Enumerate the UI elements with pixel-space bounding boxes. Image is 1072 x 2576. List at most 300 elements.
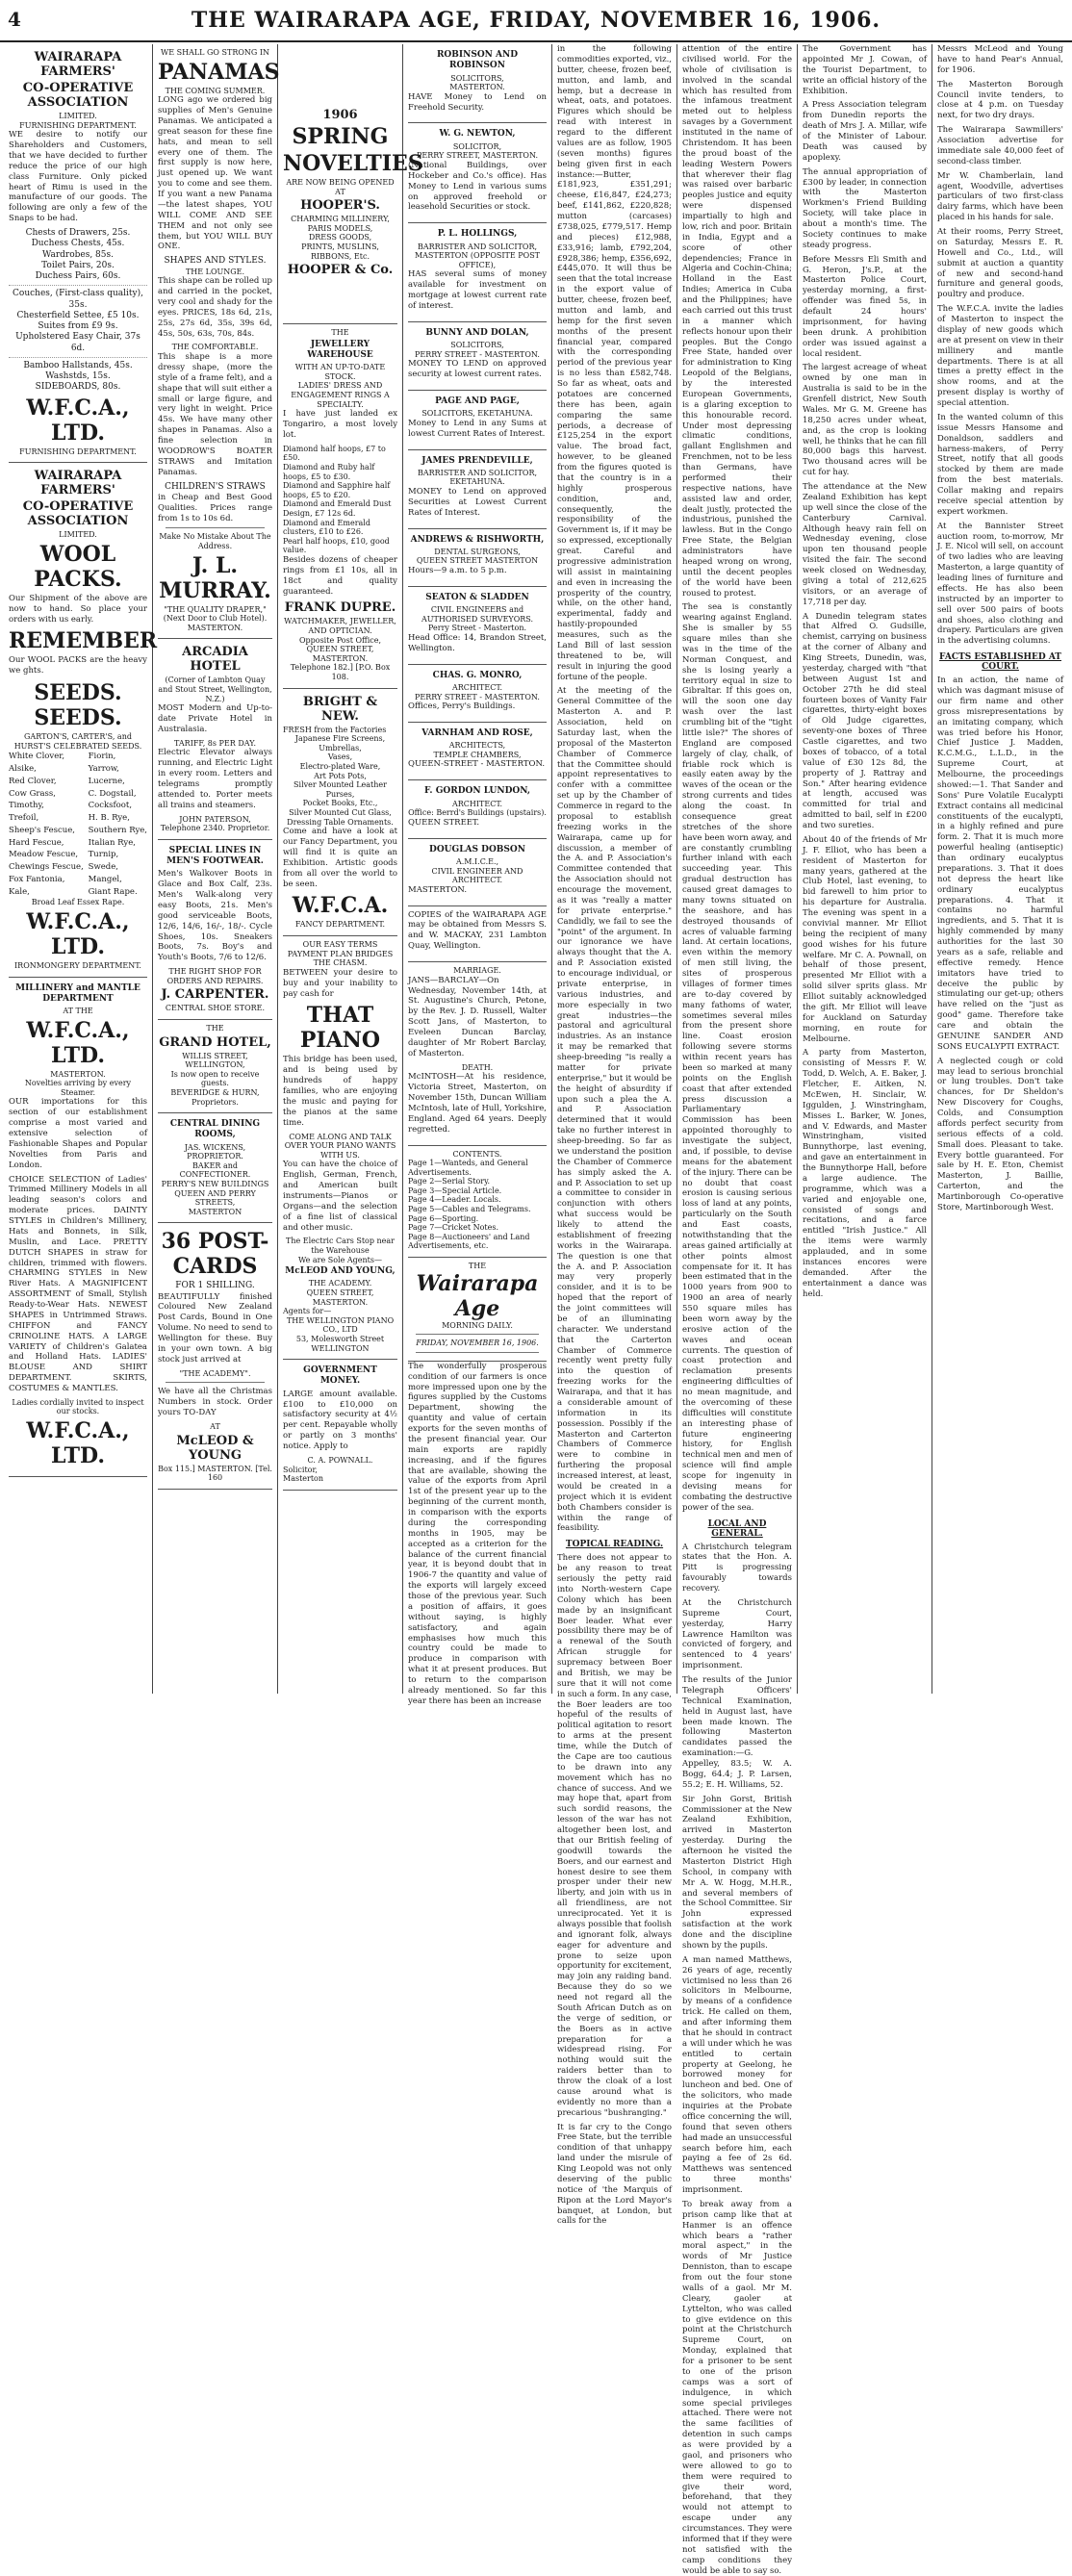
news-item: Sir John Gorst, British Commissioner at the New Zealand Exhibition, arrived in Masterton yesterday. During the afternoon he visited the Masterton District High School, in company with Mr A. W. Hogg, M.H.R., and several members of the School Committee. Sir John expressed satisfaction at the work done and the discipline shown by the pupils. (682, 1794, 792, 1951)
spacer (283, 48, 397, 106)
section-heading: FACTS ESTABLISHED AT COURT. (938, 652, 1062, 673)
firm-name: FRANK DUPRE. (284, 600, 396, 616)
professional-card (408, 839, 547, 906)
list-item: Vases, (327, 752, 353, 762)
ad-subheading: SOLICITOR, (452, 141, 502, 151)
panamas-ad (158, 44, 280, 639)
ad-text: Come and have a look at our Fancy Department, you will find it is quite an Exhibition. Artistic goods from all over the world to be seen. (283, 827, 397, 889)
list-item: White Clover, (9, 752, 65, 762)
list-item: Wardrobes, 85s. (42, 249, 114, 260)
ad-subheading: THE (206, 1023, 224, 1033)
ad-heading: BRIGHT & NEW. (302, 694, 378, 724)
professional-card (408, 44, 547, 123)
ad-subheading: FOR 1 SHILLING. (175, 1281, 255, 1291)
item-list (283, 215, 397, 261)
list-item: Diamond and Emerald clusters, £10 to £26. (283, 518, 370, 537)
news-item: At their rooms, Perry Street, on Saturday, Messrs E. R. Howell and Co., Ltd., will submit at auction a quantity of new and second-hand furniture and general goods, poultry and produce. (937, 227, 1063, 300)
ad-heading: PANAMAS (158, 59, 280, 85)
ad-subheading: SOLICITORS, (450, 73, 504, 83)
section-heading: LOCAL AND GENERAL. (707, 1518, 767, 1539)
ad-text: Electric Elevator always running, and Electric Light in every room. Letters and telegrams promptly attended to. Porter meets all trains and steamers. (158, 748, 272, 810)
column-1 (4, 44, 158, 1694)
ad-subheading: THE LOUNGE. (185, 267, 245, 276)
firm-name: C. A. POWNALL. (307, 1455, 373, 1465)
ad-heading: CO-OPERATIVE ASSOCIATION (22, 499, 134, 529)
ad-text: Telephone 2340. Proprietor. (160, 824, 270, 833)
list-item: Page 4—Leader. Locals. (408, 1195, 501, 1205)
wool-packs-ad (9, 463, 158, 977)
list-item: Diamond and Emerald Dust Design, £7 12s 6d. (283, 499, 392, 518)
firm-name: W.F.C.A., LTD. (26, 395, 130, 446)
bright-new-ad (283, 689, 397, 936)
news-item: A neglected cough or cold may lead to serious bronchial or lung troubles. Don't take chances, for Dr Sheldon's New Discovery for Coughs, Colds, and Consumption affords perfect security from serious effects of a cold. Small does. Pleasant to take. Every bottle guaranteed. For sale by H. E. Eton, Chemist Masterton, J. Baillie, Carterton, and the Martinborough Co-operative Store, Martinborough West. (937, 1056, 1063, 1212)
ad-subheading: BARRISTER AND SOLICITOR, (417, 468, 538, 477)
place-name: TEMPLE CHAMBERS, (433, 750, 522, 759)
ad-text: We have all the Christmas Numbers in stock. Order yours TO-DAY (158, 1387, 272, 1418)
list-item: Kale, (9, 886, 30, 897)
ad-text: CHOICE SELECTION of Ladies' Trimmed Millinery Models in all leading season's colors and moderate prices. DAINTY STYLES in Children's Millinery, Hats and Bonnets, in Silk, Muslin, and Lace. PRETTY DUTCH SHAPES in straw for children, trimmed with flowers. CHARMING STYLES in New River Hats. A MAGNIFICENT ASSORTMENT of Small, Stylish Ready-to-Wear Hats. NEWEST SHAPES in Untrimmed Straws. CHIFFON and FANCY CRINOLINE HATS. A LARGE VARIETY of Children's Galatea and Holland Hats. LADIES' BLOUSE AND SHIRT DEPARTMENT. SKIRTS, COSTUMES & MANTLES. (9, 1174, 147, 1393)
list-item: Page 6—Sporting. (408, 1213, 479, 1223)
ad-text: This shape is a more dressy shape, (more the style of a frame felt), and a shape that will suit either a small or large figure, and very light in weight. Price 45s. We have many other shapes in Panamas. Also a fine selection in WOODROW'S BOATER STRAWS and Imitation Panamas. (158, 352, 272, 477)
article-paragraph: At the meeting of the General Committee of the Masterton A. and P. Association, held on Saturday last, when the proposal of the Masterton Chamber of Commerce that the Committee should appoint representatives to confer with a committee set up by the Chamber of Commerce in regard to the proposal to establish freezing works in the Wairarapa, came up for discussion, a member of the A. and P. Association's Committee contended that the Association should not encourage the movement, as it was "really a matter for private enterprise." Candidly, we fail to see the "point" of the argument. In our ignorance we have always thought that the A. and P. Association existed to encourage individual, or private enterprise, in various industries, and more especially in two great industries—the pastoral and agricultural industries. As an instance it may be remarked that sheep-breeding "is really a matter for private enterprise," but it would be the height of absurdity if upon such a plea the A. and P. Association determined that it would take no further interest in sheep-breeding. So far as we understand the position the Chamber of Commerce has simply asked the A. and P. Association to set up a committee to consider in conjunction with others what success would be likely to attend the establishment of freezing works in the Wairarapa. The question is one that the A. and P. Association may very properly consider, and it is to be hoped that the report of the joint committees will be of an illuminating character. We understand that the Carterton Chamber of Commerce recently went pretty fully into the question of freezing works for the Wairarapa, and that it has a considerable amount of information in its possession. Possibly if the Masterton and Carterton Chambers of Commerce were to combine in furthering the proposal increased interest, at least, would be created in a project which it is evident both Chambers consider is within the range of feasibility. (557, 686, 673, 1534)
wool-packs-heading: WOOL PACKS. (34, 541, 122, 592)
furniture-list (9, 228, 147, 394)
piano-ad (283, 936, 397, 1360)
list-item: PARIS MODELS, (307, 223, 373, 233)
list-item: Page 3—Special Article. (408, 1186, 502, 1195)
ad-heading: ARCADIA HOTEL (182, 645, 248, 675)
nameplate: Wairarapa Age (416, 1270, 539, 1321)
list-item: Alsike, (9, 764, 37, 775)
firm-name: HOOPER & Co. (287, 263, 394, 278)
professional-card (408, 223, 547, 322)
ad-subheading: Opposite Post Office, (298, 635, 382, 645)
list-item: Turnip, (88, 850, 119, 860)
list-item: Italian Rye, (88, 837, 136, 848)
ad-text: Head Office: 14, Brandon Street, Wellington. (408, 632, 547, 653)
news-item: A Press Association telegram from Dunedin reports the death of Mrs J. A. Millar, wife of the Minister of Labour. Death was caused by apoplexy. (803, 100, 927, 163)
ad-text: Telephone 182.] [P.O. Box 108. (290, 663, 391, 682)
ad-text: Offices, Perry's Buildings. (408, 701, 516, 712)
news-item: To break away from a prison camp like that at Hanmer is an offence which bears a "rather moral aspect," in the words of Mr Justice Denniston, than to escape from out the four stone walls of a gaol. Mr M. Cleary, gaoler at Lyttelton, who was called to give evidence on this point at the Christchurch Supreme Court, on Monday, explained that for a prisoner to be sent to one of the prison camps was a sort of indulgence, in which some special privileges attached. There were not the same facilities of detention in such camps as were provided by a gaol, and prisoners who were allowed to go to them were required to give their word, beforehand, that they would not attempt to escape under any circumstances. They were informed that if they were not satisfied with the camp conditions they would be able to say so. (682, 2199, 792, 2576)
place-name: PERRY STREET - MASTERTON. (415, 349, 540, 359)
contents-box (408, 1146, 547, 1259)
place-name: MASTERTON. (50, 1069, 106, 1079)
ad-text: Men's Walkover Boots in Glace and Box Calf, 23s. Men's Walk-along very easy Boots, 21s. Men's good serviceable Boots, 12/6, 14/6, 16/-, 18/-. Cycle Shoes, 10s. Sneakers Boots, 7s. Boy's and Youth's Boots, 7/6 to 12/6. (158, 869, 272, 963)
ad-heading: DOUGLAS DOBSON (429, 844, 525, 854)
ad-text: I have just landed ex Tongariro, a most lovely lot. (283, 409, 397, 440)
ad-text: LARGE amount available. £100 to £10,000 on satisfactory security at 4½ per cent. Repayable wholly or partly on 3 months' notice. Apply to (283, 1389, 397, 1452)
ad-subheading: THE RIGHT SHOP FOR ORDERS AND REPAIRS. (166, 967, 264, 985)
list-item: Chesterfield Settee, £5 10s. (16, 310, 140, 320)
news-item: The Wairarapa Sawmillers' Association advertise for immediate sale 40,000 feet of second-class timber. (937, 125, 1063, 166)
ad-subheading: THE ACADEMY. (308, 1279, 372, 1288)
professional-card (408, 391, 547, 450)
firm-name: W.F.C.A., LTD. (26, 908, 130, 959)
ad-subheading: PERRY'S NEW BUILDINGS (161, 1179, 269, 1188)
ad-subheading: THE COMFORTABLE. (171, 343, 259, 352)
ad-subheading: SOLICITORS, EKETAHUNA. (421, 409, 533, 419)
dateline: FRIDAY, NOVEMBER 16, 1906. (416, 1339, 539, 1348)
divider (166, 527, 265, 528)
ad-text: LONG ago we ordered big supplies of Men's Genuine Panamas. We anticipated a great season for these fine hats, and mean to sell every one of them. The first supply is now here, just opened up. We want you to come and see them. If you want a new Panama—the latest shapes, YOU WILL COME AND SEE THEM and not only see them, but YOU WILL BUY ONE. (158, 95, 272, 252)
ad-text: AT (335, 187, 345, 196)
ad-heading: CENTRAL DINING ROOMS, (169, 1119, 261, 1140)
professional-card (408, 780, 547, 838)
ad-text: Our WOOL PACKS are the heavy we ghts. (9, 655, 147, 676)
ad-heading: W. G. NEWTON, (439, 129, 516, 140)
news-item: Before Messrs Eli Smith and G. Heron, J's.P., at the Masterton Police Court, yesterday morning, a first-offender was fined 5s, in default 24 hours' imprisonment, for having been drunk. A prohibition order was issued against a local resident. (803, 254, 927, 359)
ad-subheading: THE COMING SUMMER. (165, 86, 266, 95)
article-paragraph: in the following commodities exported, viz., butter, cheese, frozen beef, mutton, and lamb, and hemp, but a decrease in wheat, oats, and potatoes. Figures which should be read with interest in regard to the different values are as follow, 1905 (seven months) figures being given first in each instance:—Butter, £181,923, £351,291; cheese, £16,847, £24,273; beef, £141,862, £220,828; mutton (carcases) £738,025, £779,517. Hemp and pieces) £12,988, £33,916; lamb, £792,204, £928,386; hemp, £356,692, £445,070. It will thus be seen that the total increase in the export value of butter, cheese, frozen beef, mutton and lamb, and hemp for the first seven months of the present financial year, compared with the corresponding period of the previous year is no less than £582,748. So far as wheat, oats and potatoes are concerned there has been, again comparing the same periods, a decrease of £125,254 in the export value. The broad fact, however, to be gleaned from the figures quoted is that the country is in a highly prosperous condition, and, consequently, the responsibility of the Government is, if it may be so expressed, exceptionally great. Careful and progressive administration will assist in maintaining and even in increasing the prosperity of the country, while, on the other hand, experimental, faddy and hastily-propounded measures, such as the Land Bill of last session threatened to be, will result in injuring the good fortune of the people. (557, 44, 672, 682)
firm-name: W.F.C.A., LTD. (26, 1017, 130, 1068)
ad-text: OUR importations for this section of our establishment comprise a most varied and extensive selection of Fashionable Shapes and Popular Novelties from Paris and London. (9, 1097, 147, 1170)
list-item: RIBBONS, Etc. (310, 251, 370, 261)
ad-subheading: "THE ACADEMY". (179, 1368, 251, 1378)
notices (408, 962, 547, 1145)
list-item: Chests of Drawers, 25s. (25, 228, 131, 239)
ad-subheading: WILLIS STREET, WELLINGTON, (182, 1051, 248, 1070)
ad-subheading: TARIFF, 8s PER DAY. (174, 738, 256, 748)
remember-heading: REMEMBER (9, 628, 158, 654)
divider (166, 1382, 265, 1383)
place-name: Perry Street - Masterton. (427, 624, 527, 633)
list-item: Toilet Pairs, 20s. (41, 260, 115, 270)
ad-text: Box 115.] MASTERTON. [Tel. 160 (158, 1464, 272, 1483)
ad-heading: 36 POST-CARDS (161, 1229, 269, 1280)
ad-subheading: WATCHMAKER, JEWELLER, AND OPTICIAN. (284, 617, 396, 636)
news-item: The Government has appointed Mr J. Cowan, of the Tourist Department, to write an official history of the Exhibition. (803, 44, 927, 96)
masthead (0, 0, 1072, 42)
place-name: MASTERTON. (449, 83, 505, 92)
list-item: Meadow Fescue, (9, 850, 79, 860)
list-item: Page 1—Wanteds, and General Advertisements. (408, 1159, 528, 1177)
professional-card (408, 665, 547, 723)
hoopers-ad (283, 44, 423, 324)
ad-subheading: "THE QUALITY DRAPER," (164, 604, 267, 614)
list-item: C. Dogstail, (88, 788, 137, 799)
list-item: H. B. Rye, (88, 813, 130, 824)
ad-subheading: (Next Door to Club Hotel). (163, 614, 268, 624)
list-item: Electro-plated Ware, (299, 762, 381, 771)
news-item: A Dunedin telegram states that Alfred O. Gudsille, chemist, carrying on business at the corner of Albany and King Streets, Dunedin, was, yesterday, charged with "that between August 1st and October 27th he did steal fourteen boxes of Vanity Fair cigarettes, thirty-eight boxes of Old Judge cigarettes, seventy-one boxes of Three Castle cigarettes, and two boxes of tobacco, of a total value of £30 12s 8d, the property of J. Rattray and Son." After hearing evidence at length, accused was committed for trial and admitted to bail, self in £200 and two sureties. (803, 611, 927, 830)
list-item: Silver Mounted Leather Purses, (294, 780, 387, 799)
professional-cards (408, 44, 547, 906)
news-item: Mr W. Chamberlain, land agent, Woodville, advertises particulars of two first-class dairy farms, which have been placed in his hands for sale. (937, 170, 1063, 223)
ad-text: THE (331, 328, 349, 338)
list-item: Page 8—Auctioneers' and Land Advertisements, etc. (408, 1232, 530, 1251)
ad-subheading: SOLICITORS, (450, 341, 504, 350)
list-item: Southern Rye, (88, 825, 147, 835)
list-item: Page 2—Serial Story. (408, 1177, 491, 1186)
list-item: DRESS GOODS, (308, 233, 372, 242)
article-paragraph: The sea is constantly wearing against England. She is smaller by 55 square miles than she was in the time of the Norman Conquest, and she is losing yearly a territory equal in size to Gibraltar. If this goes on, will the soon one day wash over the last crumbling bit of the "tight little isle?" The shores of England are composed largely of clay, chalk, of friable rock which is easily eaten away by the waves of the ocean or the strong currents and tides along the coast. In consequence great stretches of the shore have been worn away, and are constantly crumbling further inland with each succeeding year. This gradual destruction has caused great damages to many towns situated on the seashore, and has destroyed thousands of acres of valuable farming land. At certain locations, even within the memory of men still living, the sites of prosperous villages of former times are to-day covered by many fathoms of water, sometimes several miles from the present shore line. Coast erosion following severe storms within recent years has been so marked at many points on the English coast that after extended press discussion a Parliamentary Commission has been appointed thoroughly to investigate the subject, and, if possible, to devise means for the abatement of the injury. There can be no doubt that coast erosion is causing serious loss of land at any points, particularly on the South and East coasts, notwithstanding that the areas gained artificially at other points almost compensate for it. It has been estimated that in the 1000 years from 900 to 1900 an area of nearly 550 square miles has been worn away by the erosive action of the waves and ocean currents. The question of coast protection and reclamation presents engineering difficulties of no mean magnitude, and the overcoming of these difficulties will constitute an interesting phase of future engineering history, for English technical men and men of science will find ample scope for ingenuity in devising means for combating the destructive power of the sea. (682, 602, 792, 1513)
page-number: 4 (8, 8, 21, 31)
firm-name: W.F.C.A., LTD. (26, 1418, 130, 1469)
ad-subheading: CENTRAL SHOE STORE. (165, 1004, 266, 1013)
ad-text: Besides dozens of cheaper rings from £1 10s, all in 18ct and quality guaranteed. (283, 554, 397, 597)
ad-text: MONEY TO LEND on approved security at lowest current rates. (408, 359, 547, 380)
newspaper-title: THE WAIRARAPA AGE, FRIDAY, NOVEMBER 16, 1906. (191, 8, 881, 33)
ad-heading: CHAS. G. MONRO, (432, 670, 523, 680)
department-name: FURNISHING DEPARTMENT. (19, 120, 137, 130)
column-6 (677, 44, 798, 2576)
ad-subheading: BAKER and CONFECTIONER. (179, 1160, 251, 1180)
news-item: A party from Masterton, consisting of Messrs F. W. Todd, D. Welch, A. E. Baker, J. Fletcher, E. Aitken, N. McEwen, H. Sinclair, W. Iggulden, J. Winstringham, Misses L. Barker, W. Jones, and V. Edwards, and Master Winstringham, visited Bunnythorpe, last evening, and gave an entertainment in the Bunnythorpe Hall, before a large audience. The programme, which was a varied and enjoyable one, consisted of songs and recitations, and a farce entitled "Irish Justice." All the items were warmly applauded, and in some instances encores were demanded. After the entertainment a dance was held. (803, 1048, 927, 1299)
seeds-left (9, 751, 84, 898)
news-item: The annual appropriation of £300 by leader, in connection with the Masterton Workmen's Friend Building Society, will take place in about a month's time. The Society continues to make steady progress. (803, 166, 927, 250)
ad-text: Ladies cordially invited to inspect our stocks. (12, 1397, 144, 1416)
department-name: IRONMONGERY DEPARTMENT. (14, 960, 141, 970)
ad-text: QUEEN-STREET - MASTERTON. (408, 759, 546, 770)
firm-name: HOOPER'S. (300, 198, 380, 214)
column-2 (153, 44, 278, 1694)
column-4 (403, 44, 552, 1706)
ad-subheading: ARCHITECT. (451, 682, 503, 692)
copies-notice (408, 906, 547, 963)
divider (416, 1352, 539, 1353)
ad-heading: MILLINERY and MANTLE DEPARTMENT (15, 982, 140, 1004)
jewellery-ad (283, 324, 397, 688)
list-item: Couches, (First-class quality), 35s. (13, 289, 143, 310)
ad-text: Novelties arriving by every Steamer. (24, 1079, 132, 1097)
notice-heading: DEATH. (461, 1062, 494, 1072)
news-item: A Christchurch telegram states that the Hon. A. Pitt is progressing favourably towards recovery. (682, 1542, 792, 1594)
ad-heading: P. L. HOLLINGS, (437, 229, 518, 240)
ad-subheading: QUEEN STREET, MASTERTON. (306, 1288, 374, 1307)
professional-card (408, 123, 547, 223)
ad-text: PROPRIETOR. (187, 1152, 243, 1161)
list-item: Duchess Chests, 45s. (31, 239, 125, 249)
contents-heading: CONTENTS. (452, 1149, 502, 1159)
list-item: Bamboo Hallstands, 45s. (23, 360, 133, 370)
ad-subheading: WITH AN UP-TO-DATE STOCK. (294, 363, 386, 381)
proprietor-name: JOHN PATERSON, (179, 814, 251, 824)
news-item: The results of the Junior Telegraph Officers' Technical Examination, held in August last, have been made known. The following Masterton candidates passed the examination:—G. Appelley, 83.5; W. A. Bogg, 64.4; J. P. Larsen, 55.2; E. H. Williams, 52. (682, 1675, 792, 1790)
ad-text: in Cheap and Best Good Qualities. Prices range from 1s to 10s 6d. (158, 492, 272, 523)
place-name: Office: Berrd's Buildings (upstairs). (408, 808, 547, 818)
list-item: Swede, (88, 862, 118, 873)
contents-list (408, 1159, 547, 1251)
ad-subheading: LADIES' DRESS AND ENGAGEMENT RINGS A SPECIALTY. (291, 381, 390, 409)
divider (9, 285, 147, 286)
professional-card (408, 587, 547, 665)
divider (9, 357, 147, 358)
nameplate-prefix: THE (468, 1262, 487, 1271)
ad-heading: PAGE AND PAGE, (435, 395, 520, 406)
list-item: Suites from £9 9s. (38, 321, 118, 332)
department-name: FURNISHING DEPARTMENT. (19, 446, 137, 456)
section-heading: TOPICAL READING. (565, 1540, 664, 1550)
ad-text: The Electric Cars Stop near the Warehouse (285, 1237, 396, 1256)
ad-heading: SEATON & SLADDEN (425, 592, 529, 602)
list-item: Red Clover, (9, 776, 57, 786)
ad-heading: CO-OPERATIVE ASSOCIATION (22, 81, 134, 110)
ad-heading: WAIRARAPA FARMERS' (34, 469, 122, 498)
list-item: Diamond half hoops, £7 to £50. (283, 444, 386, 463)
list-item: Japanese Fire Screens, (294, 734, 386, 744)
grand-hotel-ad (158, 1020, 272, 1113)
list-item: Dressing Table Ornaments. (287, 817, 394, 827)
ad-subheading: LIMITED. (59, 112, 97, 120)
ad-heading: ANDREWS & RISHWORTH, (410, 534, 545, 545)
list-item: Chewings Fescue, (9, 862, 84, 873)
department-name: FANCY DEPARTMENT. (294, 920, 386, 930)
list-item: PRINTS, MUSLINS, (301, 242, 379, 251)
ad-subheading: BARRISTER AND SOLICITOR, (417, 242, 538, 251)
ad-text: Proprietors. (191, 1097, 239, 1107)
wfca-furniture-ad (9, 44, 147, 463)
ad-subheading: WE SHALL GO STRONG IN (161, 48, 269, 57)
ad-heading: GOVERNMENT MONEY. (303, 1365, 377, 1387)
firm-name: McLEOD AND YOUNG, (285, 1266, 396, 1277)
ad-heading: NOVELTIES (283, 151, 423, 176)
list-item: Diamond and Ruby half hoops, £5 to £30. (283, 463, 375, 481)
spacer (283, 279, 397, 318)
govt-money-ad (283, 1360, 397, 1491)
footwear-ad (158, 840, 272, 1020)
seeds-list (9, 751, 147, 898)
ad-text: QUEEN STREET. (408, 817, 480, 828)
news-item: The W.F.C.A. invite the ladies of Masterton to inspect the display of new goods which are at present on view in their millinery and mantle departments. There is at all times a pretty effect in the show rooms, and at the present display is worthy of special attention. (937, 304, 1063, 408)
list-item: Cow Grass, (9, 788, 56, 799)
ad-text: Solicitor, (283, 1465, 318, 1474)
place-name: MASTERTON (188, 1207, 242, 1216)
postcards-ad (158, 1223, 272, 1489)
place-name: QUEEN STREET MASTERTON (416, 556, 539, 566)
dining-rooms-ad (158, 1113, 272, 1223)
list-item: Diamond and Sapphire half hoops, £5 to £20. (283, 481, 391, 499)
list-item: Washstds, 15s. (45, 371, 111, 382)
ad-heading: OUR EASY TERMS PAYMENT PLAN BRIDGES THE CHASM. (287, 940, 394, 968)
ad-heading: VARNHAM AND ROSE, (421, 728, 533, 739)
list-item: Page 7—Cricket Notes. (408, 1223, 499, 1233)
ad-heading: JAMES PRENDEVILLE, (421, 455, 533, 466)
column-8 (932, 44, 1068, 1694)
list-item: SIDEBOARDS, 80s. (35, 382, 121, 393)
list-item: Pearl half hoops, £10, good value. (283, 536, 390, 555)
firm-name: McLEOD & YOUNG (176, 1433, 254, 1463)
professional-card (408, 450, 547, 529)
ad-text: BETWEEN your desire to buy and your inability to pay cash for (283, 967, 397, 999)
list-item: Mangel, (88, 874, 122, 884)
editorial-nameplate (408, 1258, 547, 1362)
ad-text: Agents for— (283, 1307, 332, 1316)
list-item: Silver Mounted Cut Glass, (289, 807, 392, 817)
ad-subheading: COME ALONG AND TALK OVER YOUR PIANO WANTS WITH US. (284, 1132, 396, 1160)
list-item: Umbrellas, (319, 743, 362, 752)
list-item: Lucerne, (88, 776, 125, 786)
ad-subheading: QUEEN AND PERRY STREETS, (174, 1188, 256, 1208)
ad-heading: WAIRARAPA FARMERS' (34, 50, 122, 79)
item-list (283, 734, 397, 827)
firm-name: J. CARPENTER. (161, 987, 269, 1003)
ad-subheading: ARCHITECT. (451, 799, 503, 808)
list-item: Giant Rape. (88, 886, 138, 897)
list-item: Fiorin, (88, 752, 116, 762)
list-item: Sheep's Fescue, (9, 825, 75, 835)
ad-text: You can have the choice of English, German, French, and American built instruments—Pianos or Organs—and the selection of a fine list of classical and other music. (283, 1160, 397, 1233)
ad-subheading: A.M.I.C.E., (455, 856, 499, 866)
ad-heading: THAT PIANO (299, 1003, 381, 1054)
news-item: The attendance at the New Zealand Exhibition has kept up well since the close of the Canterbury Carnival. Although heavy rain fell on Wednesday evening, close upon ten thousand people visited the fair. The second week closed on Wednesday, giving a total of 212,625 visitors, or an average of 17,718 per day. (803, 482, 927, 607)
place-name: CIVIL ENGINEER AND ARCHITECT. (431, 866, 523, 885)
article-paragraph: There does not appear to be any reason to treat seriously the petty raid into North-western Cape Colony which has been made by an insignificant Boer leader. What ever possibility there may be of a renewal of the South African struggle for supremacy between Boer and British, we may be sure that it will not come in such a form. In any case, the Boer leaders are too hopeful of the results of political agitation to resort to arms at the present time, while the Dutch of the Cape are too cautious to be drawn into any movement which has no chance of success. And we may hope that, apart from such sordid reasons, the lesson of the war has not altogether been lost, and that our British feeling of goodwill towards the Boers, and our earnest and honest desire to see them prosper under their new liberty, and join with us in all friendliness, are not unreciprocated. Yet it is always possible that foolish and ignorant folk, always eager for adventure and prone to seize upon opportunity for excitement, may join any raiding band. Because they do so we need not regard all the South African Dutch as on the verge of sedition, or the Boers as in active preparation for a widespread rising. For nothing would suit the raiders better than to throw the cloak of a lost cause around what is evidently no more than a precarious "bushranging." (557, 1553, 672, 2118)
ad-subheading: LIMITED. (59, 530, 97, 540)
leader-article: The wonderfully prosperous condition of our farmers is once more impressed upon one by the figures supplied by the Customs Department, showing the quantity and value of certain exports for the seven months of the present financial year. Our main exports are rapidly increasing, and if the figures that are available, showing the value of the exports from April 1st of the present year up to the beginning of the current month, in comparison with the exports during the corresponding months in 1905, may be accepted as a criterion for the balance of the current financial year, it is beyond doubt that in 1906-7 the quantity and value of the exports will largely exceed those of the previous year. Such a position of affairs, it goes without saying, is highly satisfactory, and again emphasises how much this country could be made to produce in comparison with what it at present produces. But to return to the comparison already mentioned. So far this year there has been an increase (408, 1361, 547, 1706)
ad-heading: SPECIAL LINES IN MEN'S FOOTWEAR. (166, 845, 264, 867)
list-item: Hard Fescue, (9, 837, 64, 848)
ad-text: (National Buildings, over Hockeber and Co.'s office). Has Money to Lend in various sums on approved freehold or leasehold Securities or stock. (408, 160, 547, 213)
ad-subheading: 1906 (322, 108, 358, 122)
ad-text: COPIES of the WAIRARAPA AGE may be obtained from Messrs S. and W. MACKAY, 231 Lambton Quay, Wellington. (408, 909, 547, 952)
place-name: EKETAHUNA. (449, 477, 505, 487)
ad-text: BEAUTIFULLY finished Coloured New Zealand Post Cards, Bound in One Volume. No need to send to Wellington for these. Buy in your own town. A big stock just arrived at (158, 1291, 272, 1365)
millinery-ad (9, 978, 147, 1478)
list-item: Page 5—Cables and Telegrams. (408, 1205, 531, 1214)
news-item: At the Bannister Street auction room, to-morrow, Mr J. E. Nicol will sell, on account of two ladies who are leaving Masterton, a large quantity of leading lines of furniture and effects. He has also been instructed by an importer to sell over 500 pairs of boots and shoes, also clothing and drapery. Particulars are given in the advertising columns. (937, 521, 1063, 647)
place-name: PERRY STREET - MASTERTON. (415, 692, 540, 701)
ad-text: We are Sole Agents— (298, 1255, 382, 1264)
ad-subheading: ARE NOW BEING OPENED (286, 178, 395, 187)
firm-name: THE WELLINGTON PIANO CO., LTD (286, 1315, 395, 1335)
news-item: The Masterton Borough Council invite tenders, to close at 4 p.m. on Tuesday next, for two dry drays. (937, 79, 1063, 121)
divider (416, 1334, 539, 1335)
professional-card (408, 529, 547, 587)
proprietor-name: BEVERIDGE & HURN, (170, 1087, 260, 1097)
ad-heading: SPRING (292, 124, 389, 149)
price-list (283, 445, 397, 555)
ad-subheading: AT THE (63, 1007, 93, 1015)
page-columns (4, 44, 1068, 2576)
ad-text: Make No Mistake About The Address. (159, 532, 271, 550)
ad-text: Is now open to receive guests. (170, 1069, 260, 1088)
ad-text: WE desire to notify our Shareholders and Customers, that we have decided to further reduce the price of our high class Furniture. Only picked heart of Rimu is used in the manufacture of our goods. The following are only a few of the Snaps to be had. (9, 130, 147, 224)
notice-text: JANS—BARCLAY—On Wednesday, November 14th, at St. Augustine's Church, Petone, by the Rev. J. D. Russell, Walter Scott Jans, of Masterton, to Eveleen Duncan Barclay, daughter of Mr Robert Barclay, of Masterton. (408, 975, 547, 1058)
arcadia-hotel-ad (158, 639, 272, 839)
column-3 (278, 44, 423, 1694)
news-item: At the Christchurch Supreme Court, yesterday, Harry Lawrence Hamilton was convicted of forgery, and sentenced to 4 years' imprisonment. (682, 1597, 792, 1671)
ad-text: MASTERTON. (408, 884, 468, 895)
ad-subheading: 53, Molesworth Street (295, 1335, 385, 1344)
list-item: CHARMING MILLINERY, (291, 215, 390, 224)
place-name: PERRY STREET, MASTERTON. (416, 151, 539, 161)
list-item: Trefoil, (9, 813, 39, 824)
ad-text: AT (210, 1421, 220, 1431)
ad-text: MOST Modern and Up-to-date Private Hotel in Australasia. (158, 703, 272, 734)
ad-subheading: SHAPES AND STYLES. (164, 256, 267, 267)
ad-subheading: DENTAL SURGEONS, (434, 547, 521, 556)
list-item: Cocksfoot, (88, 801, 133, 811)
place-name: MASTERTON (OPPOSITE POST OFFICE), (414, 251, 541, 269)
list-item: Yarrow, (88, 764, 119, 775)
ad-heading: F. GORDON LUNDON, (423, 786, 531, 797)
proprietor-name: JAS. WICKENS, (184, 1142, 246, 1152)
news-item: In the wanted column of this issue Messrs Hansome and Donaldson, saddlers and harness-makers, of Perry Street, notify that all goods stocked by them are made from the best materials. Collar making and repairs receive special attention by expert workmen. (937, 412, 1063, 517)
ad-text: Hours—9 a.m. to 5 p.m. (408, 566, 507, 576)
ad-heading: ROBINSON AND ROBINSON (436, 50, 519, 71)
ad-subheading: GARTON'S, CARTER'S, and HURST'S CELEBRATED SEEDS. (13, 732, 142, 751)
ad-text: HAS several sums of money available for investment on mortgage at lowest current rate of interest. (408, 269, 547, 311)
ad-text: Money to Lend in any Sums at lowest Current Rates of Interest. (408, 418, 547, 439)
ad-heading: JEWELLERY WAREHOUSE (307, 339, 373, 360)
news-item: About 40 of the friends of Mr J. F. Elliot, who has been a resident of Masterton for many years, gathered at the Club Hotel, last evening, to bid farewell to him prior to his departure for Australia. The evening was spent in a convivial manner. Mr Elliot being the recipient of many good wishes for his future welfare. Mr C. A. Pownall, on behalf of those present, presented Mr Elliot with a solid silver sprits glass. Mr Elliot suitably acknowledged the gift. Mr Elliot will leave for Auckland on Saturday morning, en route for Melbourne. (803, 834, 927, 1044)
notice-heading: MARRIAGE. (453, 966, 501, 976)
article-paragraph: It is far cry to the Congo Free State, but the terrible condition of that unhappy land under the misrule of King Leopold was not only deserving of the public notice of 'the Marquis of Ripon at the Lord Mayor's banquet, at London, but calls for the (557, 2122, 672, 2227)
list-item: Timothy, (9, 801, 44, 811)
ad-subheading: CIVIL ENGINEERS and AUTHORISED SURVEYORS. (421, 605, 534, 624)
professional-card (408, 723, 547, 780)
